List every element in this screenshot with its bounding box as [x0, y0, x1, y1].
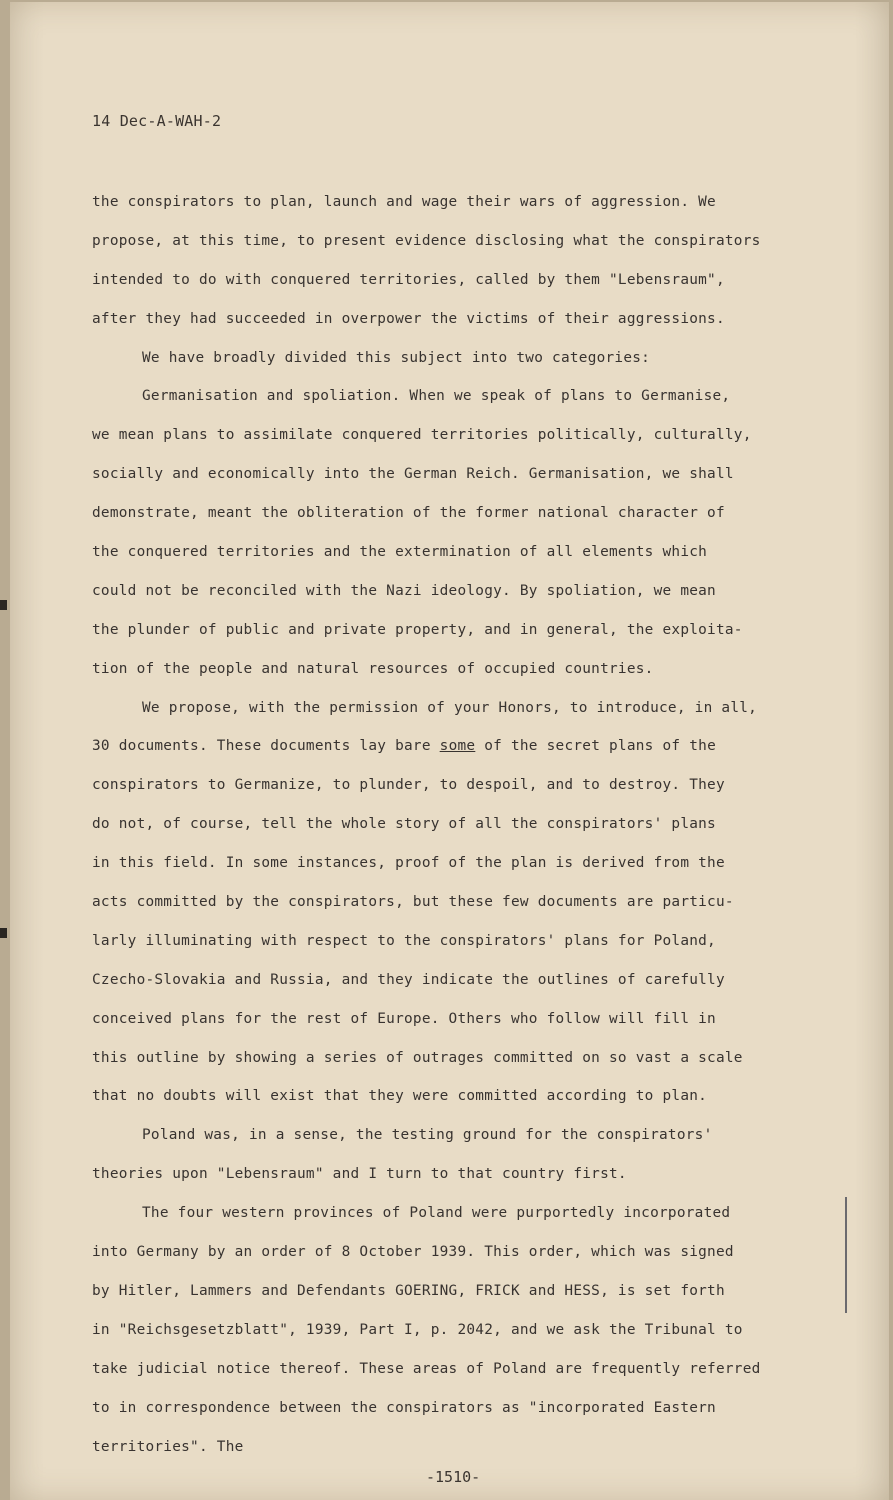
body-line: socially and economically into the German Reich. Germanisation, we shall [92, 466, 734, 483]
underlined-word: some [439, 738, 476, 755]
body-line: the conspirators to plan, launch and wage their wars of aggression. We [92, 194, 716, 210]
body-line: in this field. In some instances, proof of the plan is derived from the [92, 855, 725, 872]
body-line: demonstrate, meant the obliteration of the former national character of [92, 505, 725, 522]
body-line: Poland was, in a sense, the testing ground for the conspirators' [142, 1127, 713, 1144]
body-line: The four western provinces of Poland were purportedly incorporated [142, 1205, 731, 1222]
body-line [92, 727, 852, 766]
document-page [10, 2, 889, 1500]
document-reference: 14 Dec-A-WAH-2 [92, 112, 222, 130]
body-line: that no doubts will exist that they were committed according to plan. [92, 1088, 708, 1105]
body-line: Germanisation and spoliation. When we speak of plans to Germanise, [142, 388, 731, 405]
body-line: We propose, with the permission of your Honors, to introduce, in all, [142, 699, 758, 716]
body-line: this outline by showing a series of outrages committed on so vast a scale [92, 1049, 743, 1066]
body-line: take judicial notice thereof. These areas of Poland are frequently referred [92, 1360, 761, 1377]
body-line: the plunder of public and private property, and in general, the exploita- [92, 621, 743, 638]
body-text-segment: 30 documents. These documents lay bare [92, 738, 440, 755]
body-line: do not, of course, tell the whole story of all the conspirators' plans [92, 816, 716, 833]
body-line: larly illuminating with respect to the conspirators' plans for Poland, [92, 932, 716, 949]
body-line: conceived plans for the rest of Europe. Others who follow will fill in [92, 1010, 716, 1027]
body-line: into Germany by an order of 8 October 1939. This order, which was signed [92, 1244, 734, 1261]
body-line: could not be reconciled with the Nazi ideology. By spoliation, we mean [92, 582, 716, 599]
body-line: after they had succeeded in overpower the victims of their aggressions. [92, 310, 725, 327]
body-line: territories". The [92, 1438, 244, 1455]
binding-mark [0, 600, 7, 610]
body-text-segment: of the secret plans of the [475, 738, 716, 755]
binding-mark [0, 928, 7, 938]
body-line: in "Reichsgesetzblatt", 1939, Part I, p. 2042, and we ask the Tribunal to [92, 1321, 743, 1338]
page-number: -1510- [426, 1468, 481, 1486]
body-line: tion of the people and natural resources of occupied countries. [92, 660, 654, 677]
body-line: propose, at this time, to present evidence disclosing what the conspirators [92, 232, 761, 249]
document-body [92, 183, 852, 1466]
body-line: Czecho-Slovakia and Russia, and they indicate the outlines of carefully [92, 971, 725, 988]
body-line: theories upon "Lebensraum" and I turn to that country first. [92, 1166, 627, 1183]
body-line: acts committed by the conspirators, but these few documents are particu- [92, 894, 734, 911]
body-line: intended to do with conquered territories, called by them "Lebensraum", [92, 271, 725, 288]
body-line: conspirators to Germanize, to plunder, to despoil, and to destroy. They [92, 777, 725, 794]
margin-pencil-mark [845, 1197, 847, 1313]
body-line: we mean plans to assimilate conquered territories politically, culturally, [92, 427, 752, 444]
body-line: the conquered territories and the extermination of all elements which [92, 544, 708, 561]
body-line: to in correspondence between the conspirators as "incorporated Eastern [92, 1399, 716, 1416]
body-line: We have broadly divided this subject into two categories: [142, 349, 651, 366]
body-line: by Hitler, Lammers and Defendants GOERING, FRICK and HESS, is set forth [92, 1282, 725, 1299]
